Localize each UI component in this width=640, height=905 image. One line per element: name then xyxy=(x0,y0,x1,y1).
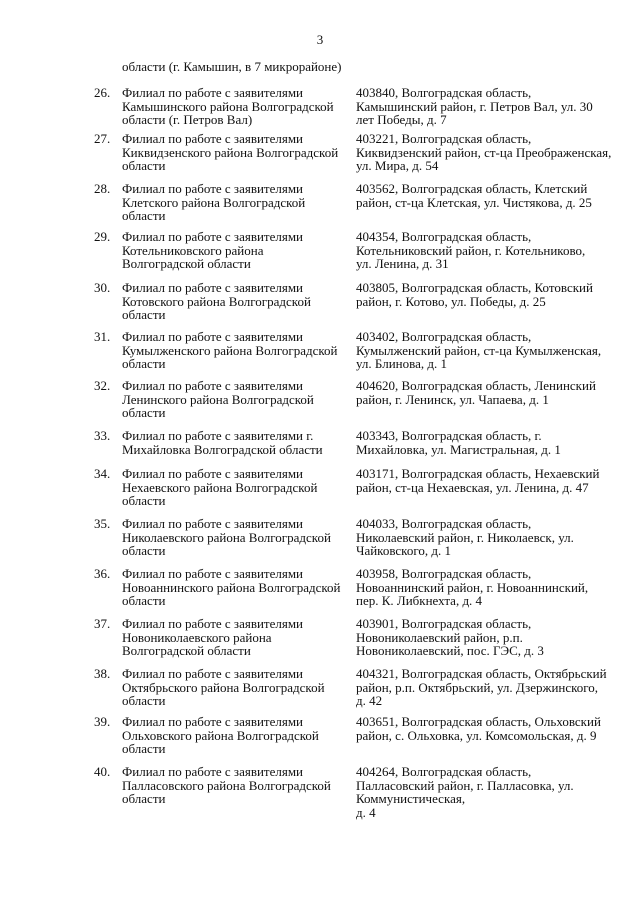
entry-number: 27. xyxy=(94,131,111,146)
branch-name-line: области xyxy=(122,208,166,223)
branch-name-line: области xyxy=(122,405,166,420)
branch-address xyxy=(356,667,612,708)
branch-address-line: 403221, Волгоградская область, xyxy=(356,131,532,146)
branch-name-line: области xyxy=(122,593,166,608)
branch-name xyxy=(122,330,346,371)
branch-name-line: Котовского района Волгоградской xyxy=(122,293,311,309)
branch-name-line: Филиал по работе с заявителями xyxy=(122,516,304,531)
branch-address-line: Новониколаевский, пос. ГЭС, д. 3 xyxy=(356,643,544,658)
branch-address-line: Палласовский район, г. Палласовка, ул. xyxy=(356,777,574,793)
branch-name-line: Октябрьского района Волгоградской xyxy=(122,679,325,695)
branch-address xyxy=(356,330,612,371)
branch-name-line: области xyxy=(122,307,166,322)
branch-address-line: район, р.п. Октябрьский, ул. Дзержинского, xyxy=(356,679,599,695)
branch-address xyxy=(356,617,612,658)
branch-address xyxy=(356,379,612,406)
branch-name-line: области xyxy=(122,493,166,508)
branch-name-line: области xyxy=(122,543,166,558)
branch-address-line: 404033, Волгоградская область, xyxy=(356,516,532,531)
branch-address-line: д. 42 xyxy=(356,693,383,708)
branch-name-line: области (г. Петров Вал) xyxy=(122,112,253,127)
branch-name xyxy=(122,281,346,322)
branch-address xyxy=(356,467,612,494)
branch-name-line: области xyxy=(122,158,166,173)
branch-address-line: Чайковского, д. 1 xyxy=(356,543,451,558)
branch-name-line: Филиал по работе с заявителями xyxy=(122,616,304,631)
branch-address-line: 404264, Волгоградская область, xyxy=(356,764,532,779)
branch-name xyxy=(122,517,346,558)
branch-name-line: Палласовского района Волгоградской xyxy=(122,777,331,793)
branch-name-line: Филиал по работе с заявителями xyxy=(122,714,304,729)
entry-number: 37. xyxy=(94,616,111,631)
branch-address-line: 403651, Волгоградская область, Ольховский xyxy=(356,714,601,729)
branch-address-line: Коммунистическая, xyxy=(356,791,466,806)
branch-name xyxy=(122,617,346,658)
branch-name xyxy=(122,182,346,223)
branch-address-line: Михайловка, ул. Магистральная, д. 1 xyxy=(356,441,561,457)
branch-address-line: пер. К. Либкнехта, д. 4 xyxy=(356,593,483,608)
branch-address-line: Кумылженский район, ст-ца Кумылженская, xyxy=(356,342,602,358)
branch-address-line: 404321, Волгоградская область, Октябрьский xyxy=(356,666,607,681)
branch-name-line: Камышинского района Волгоградской xyxy=(122,98,334,114)
branch-name-line: области xyxy=(122,791,166,806)
entry-number: 31. xyxy=(94,329,111,344)
branch-name xyxy=(122,132,346,173)
branch-name xyxy=(122,467,346,508)
continuation-line: области (г. Камышин, в 7 микрорайоне) xyxy=(122,59,342,74)
branch-address-line: 403343, Волгоградская область, г. xyxy=(356,428,542,443)
branch-address-line: ул. Ленина, д. 31 xyxy=(356,256,449,271)
branch-name-line: Клетского района Волгоградской xyxy=(122,194,306,210)
entry-number: 34. xyxy=(94,466,111,481)
branch-name-line: Филиал по работе с заявителями xyxy=(122,378,304,393)
branch-name-line: Волгоградской области xyxy=(122,256,251,271)
branch-name-line: Филиал по работе с заявителями xyxy=(122,466,304,481)
branch-name-line: области xyxy=(122,741,166,756)
branch-address-line: 403402, Волгоградская область, xyxy=(356,329,532,344)
branch-name-line: Филиал по работе с заявителями xyxy=(122,229,304,244)
branch-address xyxy=(356,517,612,558)
entry-number: 35. xyxy=(94,516,111,531)
branch-address-line: 403171, Волгоградская область, Нехаевский xyxy=(356,466,600,481)
branch-name-line: Кумылженского района Волгоградской xyxy=(122,342,338,358)
branch-name-line: Ольховского района Волгоградской xyxy=(122,727,319,743)
branch-name-line: Филиал по работе с заявителями xyxy=(122,329,304,344)
entry-number: 39. xyxy=(94,714,111,729)
page-number: 3 xyxy=(316,32,324,47)
branch-address-line: 404620, Волгоградская область, Ленинский xyxy=(356,378,596,393)
branch-address-line: Киквидзенский район, ст-ца Преображенская, xyxy=(356,144,612,160)
branch-name xyxy=(122,667,346,708)
branch-name-line: Ленинского района Волгоградской xyxy=(122,391,314,407)
branch-address-line: 404354, Волгоградская область, xyxy=(356,229,532,244)
branch-address-line: район, ст-ца Нехаевская, ул. Ленина, д. 47 xyxy=(356,479,589,495)
branch-address-line: 403958, Волгоградская область, xyxy=(356,566,532,581)
branch-address-line: 403840, Волгоградская область, xyxy=(356,85,532,100)
branch-address xyxy=(356,132,612,173)
branch-address xyxy=(356,765,612,819)
entry-number: 26. xyxy=(94,85,111,100)
entry-number: 32. xyxy=(94,378,111,393)
branch-name xyxy=(122,765,346,806)
branch-address-line: Новониколаевский район, р.п. xyxy=(356,629,523,645)
branch-name-line: Филиал по работе с заявителями xyxy=(122,131,304,146)
branch-address-line: Новоаннинский район, г. Новоаннинский, xyxy=(356,579,589,595)
branch-name-line: Киквидзенского района Волгоградской xyxy=(122,144,339,160)
branch-name xyxy=(122,379,346,420)
branch-address-line: 403562, Волгоградская область, Клетский xyxy=(356,181,588,196)
branch-name-line: Филиал по работе с заявителями xyxy=(122,280,304,295)
branch-name-line: области xyxy=(122,693,166,708)
continuation-text xyxy=(122,60,362,74)
branch-name-line: Нехаевского района Волгоградской xyxy=(122,479,318,495)
entry-number: 29. xyxy=(94,229,111,244)
branch-address-line: 403901, Волгоградская область, xyxy=(356,616,532,631)
branch-address xyxy=(356,86,612,127)
branch-address-line: Николаевский район, г. Николаевск, ул. xyxy=(356,529,574,545)
branch-name-line: Филиал по работе с заявителями xyxy=(122,566,304,581)
entry-number: 28. xyxy=(94,181,111,196)
branch-name-line: Филиал по работе с заявителями xyxy=(122,85,304,100)
branch-address-line: район, с. Ольховка, ул. Комсомольская, д. 9 xyxy=(356,727,597,743)
branch-address xyxy=(356,281,612,308)
branch-address xyxy=(356,429,612,456)
branch-name xyxy=(122,715,346,756)
branch-name xyxy=(122,429,346,456)
branch-name xyxy=(122,230,346,271)
branch-name xyxy=(122,567,346,608)
branch-address-line: ул. Блинова, д. 1 xyxy=(356,356,447,371)
branch-name xyxy=(122,86,346,127)
branch-address-line: ул. Мира, д. 54 xyxy=(356,158,439,173)
branch-name-line: Филиал по работе с заявителями xyxy=(122,764,304,779)
entry-number: 30. xyxy=(94,280,111,295)
branch-name-line: Филиал по работе с заявителями г. xyxy=(122,428,314,443)
branch-name-line: Волгоградской области xyxy=(122,643,251,658)
branch-address-line: 403805, Волгоградская область, Котовский xyxy=(356,280,593,295)
branch-name-line: Новониколаевского района xyxy=(122,629,272,645)
branch-address-line: д. 4 xyxy=(356,804,376,820)
entry-number: 36. xyxy=(94,566,111,581)
branch-address-line: Камышинский район, г. Петров Вал, ул. 30 xyxy=(356,98,593,114)
branch-name-line: Котельниковского района xyxy=(122,242,264,258)
branch-name-line: Филиал по работе с заявителями xyxy=(122,181,304,196)
branch-address xyxy=(356,182,612,209)
branch-name-line: Николаевского района Волгоградской xyxy=(122,529,331,545)
entry-number: 33. xyxy=(94,428,111,443)
entry-number: 40. xyxy=(94,764,111,779)
entry-number: 38. xyxy=(94,666,111,681)
branch-address xyxy=(356,715,612,742)
branch-address xyxy=(356,567,612,608)
branch-address-line: район, ст-ца Клетская, ул. Чистякова, д. 25 xyxy=(356,194,592,210)
branch-name-line: Филиал по работе с заявителями xyxy=(122,666,304,681)
branch-address-line: лет Победы, д. 7 xyxy=(356,112,447,127)
branch-name-line: Михайловка Волгоградской области xyxy=(122,441,323,457)
branch-address-line: район, г. Ленинск, ул. Чапаева, д. 1 xyxy=(356,391,549,407)
branch-name-line: Новоаннинского района Волгоградской xyxy=(122,579,341,595)
branch-name-line: области xyxy=(122,356,166,371)
branch-address-line: Котельниковский район, г. Котельниково, xyxy=(356,242,586,258)
branch-address xyxy=(356,230,612,271)
branch-address-line: район, г. Котово, ул. Победы, д. 25 xyxy=(356,293,546,309)
